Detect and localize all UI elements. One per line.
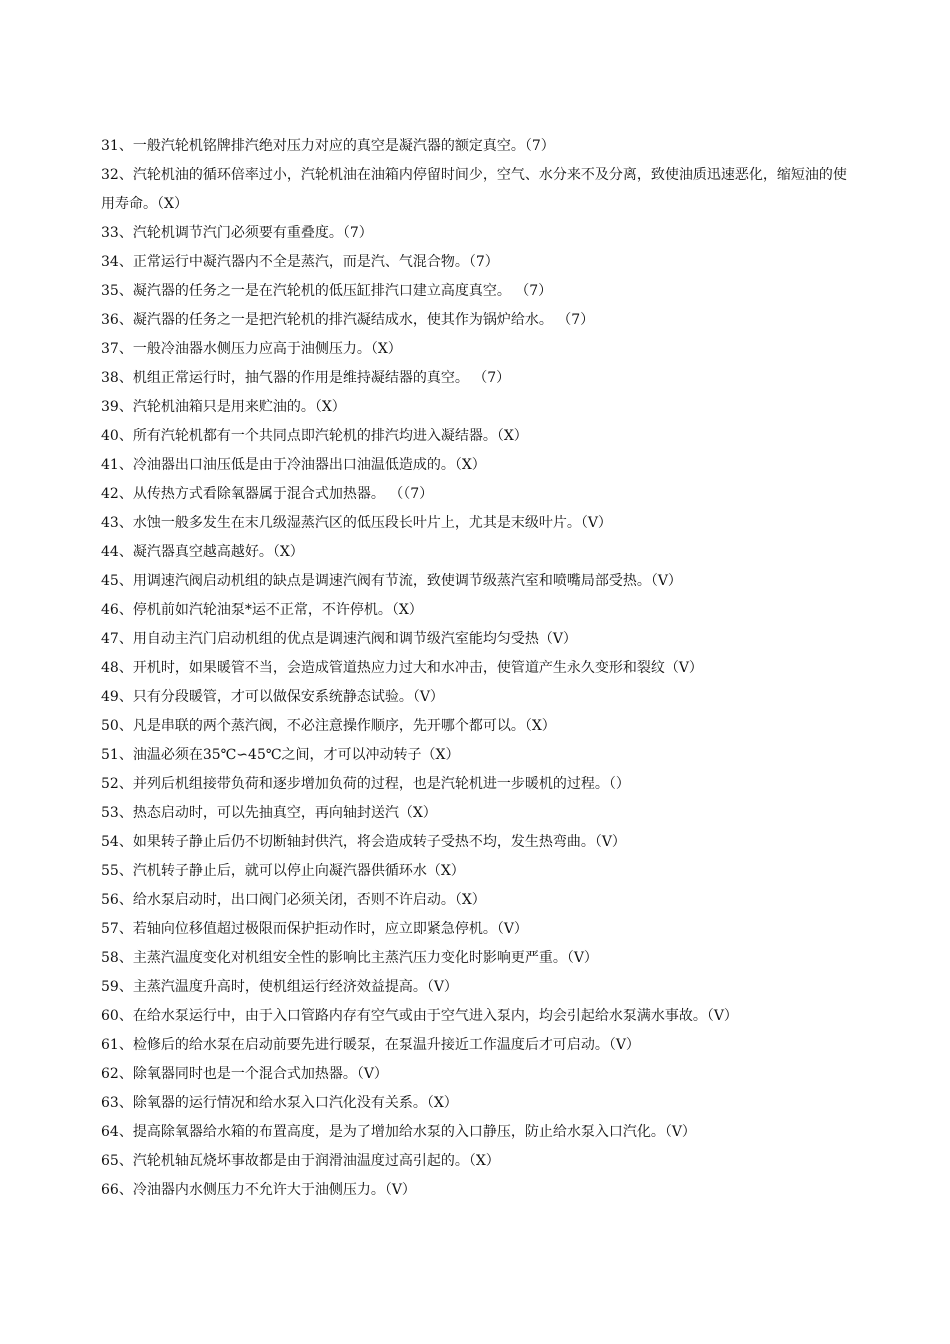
question-item [101, 1031, 860, 1060]
question-text: 、汽轮机轴瓦烧坏事故都是由于润滑油温度过高引起的。（X） [118, 1153, 500, 1169]
question-text: 、水蚀一般多发生在末几级湿蒸汽区的低压段长叶片上，尤其是末级叶片。（V） [118, 515, 612, 531]
question-text: 、正常运行中凝汽器内不全是蒸汽，而是汽、气混合物。（7） [118, 254, 499, 270]
question-text: 、主蒸汽温度变化对机组安全性的影响比主蒸汽压力变化时影响更严重。（V） [118, 950, 598, 966]
question-number: 45 [101, 573, 119, 589]
question-text: 、热态启动时，可以先抽真空，再向轴封送汽（X） [118, 805, 437, 821]
question-text: 、给水泵启动时，出口阀门必须关闭，否则不许启动。（X） [118, 892, 486, 908]
question-item [101, 857, 860, 886]
question-text: 、汽轮机油的循环倍率过小，汽轮机油在油箱内停留时间少，空气、水分来不及分离，致使油质迅速恶化，缩短油的使用寿命。（X） [101, 167, 847, 212]
question-item [101, 683, 860, 712]
question-item [101, 451, 860, 480]
question-number: 50 [101, 718, 119, 734]
question-text: 、只有分段暖管，才可以做保安系统静态试验。（V） [118, 689, 444, 705]
question-item [101, 1002, 860, 1031]
question-item [101, 1176, 860, 1205]
question-text: 、开机时，如果暖管不当，会造成管道热应力过大和水冲击，使管道产生永久变形和裂纹（V） [118, 660, 703, 676]
question-number: 38 [101, 370, 119, 386]
question-item [101, 741, 860, 770]
question-item [101, 132, 860, 161]
question-number: 34 [101, 254, 119, 270]
question-text: 、油温必须在35℃∽45℃之间，才可以冲动转子（X） [118, 747, 460, 763]
question-item [101, 1118, 860, 1147]
question-item [101, 1089, 860, 1118]
question-item [101, 1147, 860, 1176]
question-number: 51 [101, 747, 119, 763]
question-item [101, 712, 860, 741]
question-item [101, 335, 860, 364]
question-item [101, 393, 860, 422]
question-item [101, 915, 860, 944]
question-number: 48 [101, 660, 119, 676]
question-item [101, 596, 860, 625]
question-number: 66 [101, 1182, 119, 1198]
question-number: 65 [101, 1153, 119, 1169]
question-item [101, 886, 860, 915]
question-item [101, 277, 860, 306]
question-number: 42 [101, 486, 119, 502]
question-item [101, 828, 860, 857]
question-text: 、从传热方式看除氧器属于混合式加热器。 （（7） [118, 486, 434, 502]
question-text: 、机组正常运行时，抽气器的作用是维持凝结器的真空。 （7） [118, 370, 511, 386]
question-text: 、检修后的给水泵在启动前要先进行暖泵，在泵温升接近工作温度后才可启动。（V） [118, 1037, 640, 1053]
question-item [101, 306, 860, 335]
question-item [101, 364, 860, 393]
question-number: 61 [101, 1037, 119, 1053]
question-text: 、凡是串联的两个蒸汽阀，不必注意操作顺序，先开哪个都可以。（X） [118, 718, 556, 734]
question-number: 55 [101, 863, 119, 879]
question-number: 59 [101, 979, 119, 995]
question-item [101, 770, 860, 799]
question-text: 、若轴向位移值超过极限而保护拒动作时，应立即紧急停机。（V） [118, 921, 528, 937]
question-text: 、如果转子静止后仍不切断轴封供汽，将会造成转子受热不均，发生热弯曲。（V） [118, 834, 626, 850]
question-text: 、用自动主汽门启动机组的优点是调速汽阀和调节级汽室能均匀受热（V） [118, 631, 577, 647]
question-number: 39 [101, 399, 119, 415]
question-number: 43 [101, 515, 119, 531]
question-number: 58 [101, 950, 119, 966]
question-item [101, 161, 860, 219]
question-text: 、一般冷油器水侧压力应高于油侧压力。（X） [118, 341, 402, 357]
question-number: 36 [101, 312, 119, 328]
question-item [101, 625, 860, 654]
question-number: 40 [101, 428, 119, 444]
question-text: 、主蒸汽温度升高时，使机组运行经济效益提高。（V） [118, 979, 458, 995]
question-text: 、在给水泵运行中，由于入口管路内存有空气或由于空气进入泵内，均会引起给水泵满水事故。（V） [118, 1008, 738, 1024]
question-number: 33 [101, 225, 119, 241]
question-text: 、除氧器同时也是一个混合式加热器。（V） [118, 1066, 388, 1082]
question-list [101, 132, 860, 1205]
question-number: 63 [101, 1095, 119, 1111]
question-number: 62 [101, 1066, 119, 1082]
question-number: 32 [101, 167, 119, 183]
question-item [101, 219, 860, 248]
question-number: 41 [101, 457, 119, 473]
question-number: 47 [101, 631, 119, 647]
question-text: 、凝汽器真空越高越好。（X） [118, 544, 304, 560]
question-text: 、除氧器的运行情况和给水泵入口汽化没有关系。（X） [118, 1095, 458, 1111]
question-number: 52 [101, 776, 119, 792]
question-number: 44 [101, 544, 119, 560]
question-number: 46 [101, 602, 119, 618]
question-text: 、汽机转子静止后，就可以停止向凝汽器供循环水（X） [118, 863, 465, 879]
question-number: 64 [101, 1124, 119, 1140]
question-item [101, 1060, 860, 1089]
question-item [101, 422, 860, 451]
question-number: 56 [101, 892, 119, 908]
question-text: 、用调速汽阀启动机组的缺点是调速汽阀有节流，致使调节级蒸汽室和喷嘴局部受热。（V） [118, 573, 682, 589]
question-number: 35 [101, 283, 119, 299]
question-item [101, 973, 860, 1002]
question-number: 49 [101, 689, 119, 705]
question-number: 31 [101, 138, 119, 154]
question-text: 、汽轮机油箱只是用来贮油的。（X） [118, 399, 346, 415]
question-item [101, 538, 860, 567]
question-number: 53 [101, 805, 119, 821]
question-item [101, 509, 860, 538]
question-text: 、并列后机组接带负荷和逐步增加负荷的过程，也是汽轮机进一步暖机的过程。（） [118, 776, 630, 792]
question-number: 60 [101, 1008, 119, 1024]
question-text: 、提高除氧器给水箱的布置高度，是为了增加给水泵的入口静压，防止给水泵入口汽化。（V） [118, 1124, 696, 1140]
question-item [101, 248, 860, 277]
question-item [101, 799, 860, 828]
question-item [101, 944, 860, 973]
question-number: 57 [101, 921, 119, 937]
question-text: 、汽轮机调节汽门必须要有重叠度。（7） [118, 225, 373, 241]
question-text: 、冷油器内水侧压力不允许大于油侧压力。（V） [118, 1182, 416, 1198]
question-text: 、冷油器出口油压低是由于冷油器出口油温低造成的。（X） [118, 457, 486, 473]
question-item [101, 654, 860, 683]
question-text: 、凝汽器的任务之一是在汽轮机的低压缸排汽口建立高度真空。 （7） [118, 283, 553, 299]
question-text: 、停机前如汽轮油泵*运不正常，不许停机。（X） [118, 602, 423, 618]
question-text: 、一般汽轮机铭牌排汽绝对压力对应的真空是凝汽器的额定真空。（7） [118, 138, 555, 154]
question-number: 54 [101, 834, 119, 850]
question-item [101, 567, 860, 596]
question-number: 37 [101, 341, 119, 357]
question-text: 、所有汽轮机都有一个共同点即汽轮机的排汽均进入凝结器。（X） [118, 428, 528, 444]
question-item [101, 480, 860, 509]
question-text: 、凝汽器的任务之一是把汽轮机的排汽凝结成水，使其作为锅炉给水。 （7） [118, 312, 595, 328]
